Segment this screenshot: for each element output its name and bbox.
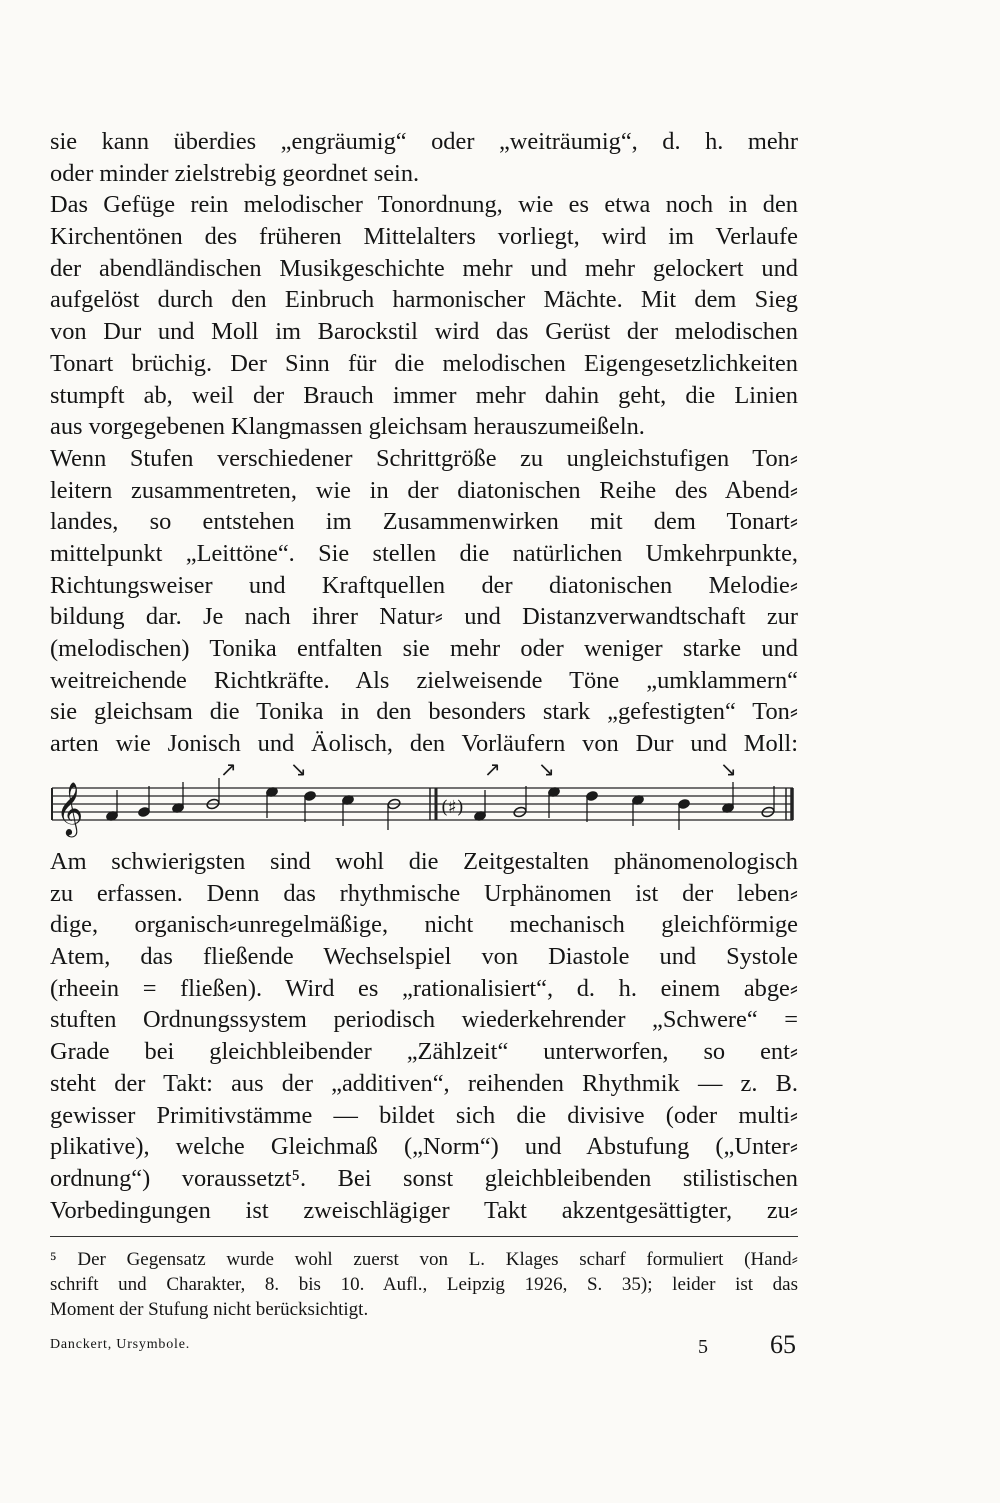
text-line: von Dur und Moll im Barockstil wird das Gerüst der melodischen (50, 318, 798, 346)
text-line: Das Gefüge rein melodischer Tonordnung, wie es etwa noch in den (50, 191, 798, 219)
text-line: ordnung“) voraussetzt⁵. Bei sonst gleichbleibenden stilistischen (50, 1164, 798, 1192)
text-line: Am schwierigsten sind wohl die Zeitgestalten phänomenologisch (50, 848, 798, 875)
text-line: (rheein = fließen). Wird es „rationalisiert“, d. h. einem abge⸗ (50, 974, 798, 1002)
text-line: leitern zusammentreten, wie in der diatonischen Reihe des Abend⸗ (50, 476, 798, 504)
key-signature: (♯) (441, 797, 464, 818)
footnote-line: schrift und Charakter, 8. bis 10. Aufl., Leipzig 1926, S. 35); leider ist das (50, 1274, 798, 1295)
page-number: 65 (770, 1330, 796, 1359)
arrow-down-icon: ↘ (290, 762, 307, 781)
text-line: gewisser Primitivstämme — bildet sich die divisive (oder multi⸗ (50, 1101, 798, 1129)
arrow-down-icon: ↘ (538, 762, 555, 781)
text-line: steht der Takt: aus der „additiven“, reihenden Rhythmik — z. B. (50, 1069, 798, 1097)
text-line: aus vorgegebenen Klangmassen gleichsam herauszumeißeln. (50, 413, 645, 441)
text-line: Tonart brüchig. Der Sinn für die melodischen Eigengesetzlichkeiten (50, 349, 798, 377)
treble-clef-icon: 𝄞 (56, 781, 84, 835)
footnote (50, 1247, 798, 1322)
text-line: Vorbedingungen ist zweischlägiger Takt akzentgesättigter, zu⸗ (50, 1196, 798, 1224)
text-line: weitreichende Richtkräfte. Als zielweisende Töne „umklammern“ (50, 666, 798, 694)
text-line: stuften Ordnungssystem periodisch wiederkehrender „Schwere“ = (50, 1006, 798, 1034)
signature-number: 5 (698, 1336, 708, 1358)
footnote-divider (50, 1236, 798, 1237)
text-line: sie kann überdies „engräumig“ oder „weiträumig“, d. h. mehr (50, 128, 798, 155)
text-line: dige, organisch⸗unregelmäßige, nicht mechanisch gleichförmige (50, 911, 798, 939)
text-line: Grade bei gleichbleibender „Zählzeit“ unterworfen, so ent⸗ (50, 1038, 798, 1066)
text-line: plikative), welche Gleichmaß („Norm“) und Abstufung („Unter⸗ (50, 1133, 798, 1161)
main-paragraph (50, 126, 798, 760)
text-line: Atem, das fließende Wechselspiel von Diastole und Systole (50, 943, 798, 971)
footnote-line: ⁵ Der Gegensatz wurde wohl zuerst von L. Klages scharf formuliert (Hand⸗ (50, 1249, 798, 1270)
text-line: der abendländischen Musikgeschichte mehr und mehr gelockert und (50, 254, 798, 282)
arrow-up-icon: ↗ (220, 762, 237, 781)
printer-signature: Danckert, Ursymbole. (50, 1337, 191, 1352)
text-line: Richtungsweiser und Kraftquellen der diatonischen Melodie⸗ (50, 571, 798, 599)
text-line: (melodischen) Tonika entfalten sie mehr oder weniger starke und (50, 635, 798, 662)
text-line: Kirchentönen des früheren Mittelalters vorliegt, wird im Verlaufe (50, 223, 798, 251)
music-example (48, 762, 798, 854)
text-line: stumpft ab, weil der Brauch immer mehr dahin geht, die Linien (50, 381, 798, 409)
second-paragraph (50, 846, 798, 1226)
arrow-up-icon: ↗ (484, 762, 501, 781)
text-line: zu erfassen. Denn das rhythmische Urphänomen ist der leben⸗ (50, 879, 798, 907)
text-line: oder minder zielstrebig geordnet sein. (50, 159, 420, 187)
footnote-line: Moment der Stufung nicht berücksichtigt. (50, 1299, 369, 1320)
text-line: landes, so entstehen im Zusammenwirken mit dem Tonart⸗ (50, 508, 798, 536)
text-line: arten wie Jonisch und Äolisch, den Vorläufern von Dur und Moll: (50, 730, 798, 758)
text-line: mittelpunkt „Leittöne“. Sie stellen die natürlichen Umkehrpunkte, (50, 539, 798, 567)
melody-2-notes (473, 782, 775, 830)
text-line: Wenn Stufen verschiedener Schrittgröße zu ungleichstufigen Ton⸗ (50, 444, 798, 472)
music-staff-figure (48, 762, 798, 854)
text-line: bildung dar. Je nach ihrer Natur⸗ und Distanzverwandtschaft zur (50, 603, 798, 631)
text-line: sie gleichsam die Tonika in den besonders stark „gefestigten“ Ton⸗ (50, 698, 798, 726)
text-line: aufgelöst durch den Einbruch harmonischer Mächte. Mit dem Sieg (50, 286, 798, 314)
arrow-down-icon: ↘ (720, 762, 737, 781)
